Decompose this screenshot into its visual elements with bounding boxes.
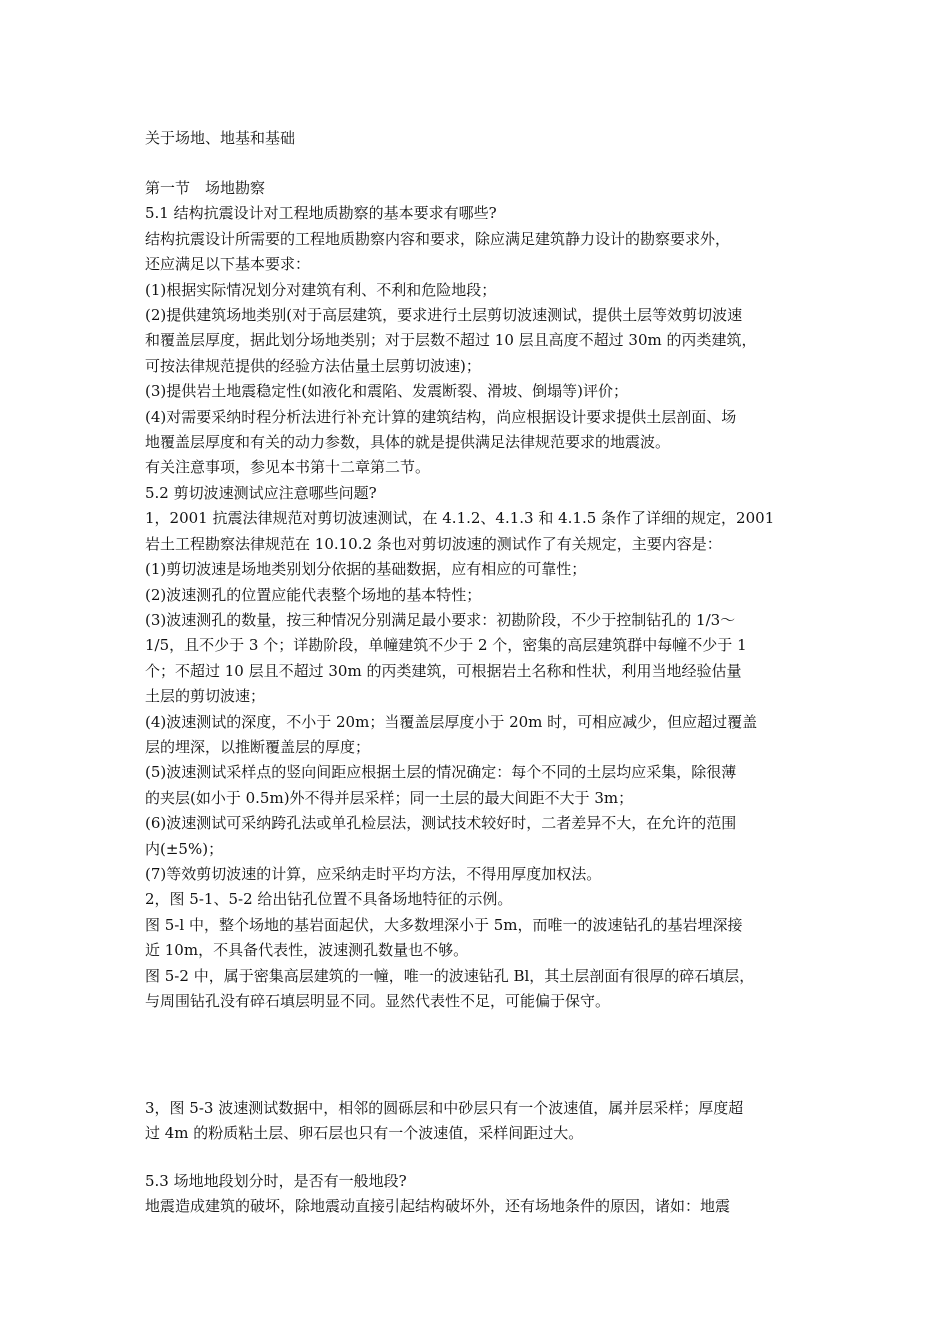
text-line: 可按法律规范提供的经验方法估量土层剪切波速)； xyxy=(145,356,481,375)
text-line: (6)波速测试可采纳跨孔法或单孔检层法，测试技术较好时，二者差异不大，在允许的范围 xyxy=(145,814,737,833)
text-line: 3，图 5-3 波速测试数据中，相邻的圆砾层和中砂层只有一个波速值，属并层采样；厚度超 xyxy=(145,1099,744,1117)
text-line: 1，2001 抗震法律规范对剪切波速测试，在 4.1.2、4.1.3 和 4.1.5 条作了详细的规定，2001 xyxy=(145,509,775,528)
text-line: 和覆盖层厚度，据此划分场地类别；对于层数不超过 10 层且高度不超过 30m 的丙类建筑， xyxy=(145,331,757,350)
text-line: 图 5-2 中，属于密集高层建筑的一幢，唯一的波速钻孔 Bl，其土层剖面有很厚的碎石填层， xyxy=(145,966,755,985)
text-line: (2)提供建筑场地类别(对于高层建筑，要求进行土层剪切波速测试，提供土层等效剪切波速 xyxy=(145,306,743,325)
text-line: 岩土工程勘察法律规范在 10.10.2 条也对剪切波速的测试作了有关规定，主要内容是： xyxy=(145,534,722,553)
document-main-body xyxy=(145,176,815,1014)
text-line: 与周围钻孔没有碎石填层明显不同。显然代表性不足，可能偏于保守。 xyxy=(145,992,611,1010)
section-5-3 xyxy=(145,1169,815,1220)
text-line: 土层的剪切波速； xyxy=(145,687,266,706)
text-line: 层的埋深，以推断覆盖层的厚度； xyxy=(145,737,371,756)
text-line: 5.1 结构抗震设计对工程地质勘察的基本要求有哪些? xyxy=(145,204,497,223)
text-line: (7)等效剪切波速的计算，应采纳走时平均方法，不得用厚度加权法。 xyxy=(145,864,602,883)
paragraph-figure-5-3 xyxy=(145,1096,815,1147)
text-line: (4)对需要采纳时程分析法进行补充计算的建筑结构，尚应根据设计要求提供土层剖面、场 xyxy=(145,407,737,426)
text-line: 5.2 剪切波速测试应注意哪些问题? xyxy=(145,483,377,502)
text-line: (1)剪切波速是场地类别划分依据的基础数据，应有相应的可靠性； xyxy=(145,560,587,579)
text-line: 地覆盖层厚度和有关的动力参数，具体的就是提供满足法律规范要求的地震波。 xyxy=(145,433,671,452)
text-line: 个；不超过 10 层且不超过 30m 的丙类建筑，可根据岩土名称和性状，利用当地经验估量 xyxy=(145,661,742,680)
text-line: 第一节 场地勘察 xyxy=(145,179,266,197)
text-line: 图 5-l 中，整个场地的基岩面起伏，大多数埋深小于 5m，而唯一的波速钻孔的基岩埋深接 xyxy=(145,915,743,934)
text-line: (1)根据实际情况划分对建筑有利、不利和危险地段； xyxy=(145,280,497,299)
text-line: 结构抗震设计所需要的工程地质勘察内容和要求，除应满足建筑静力设计的勘察要求外， xyxy=(145,229,731,248)
text-line: (5)波速测试采样点的竖向间距应根据土层的情况确定：每个不同的土层均应采集，除很薄 xyxy=(145,763,737,782)
text-line: 有关注意事项，参见本书第十二章第二节。 xyxy=(145,458,431,477)
text-line: 过 4m 的粉质粘土层、卵石层也只有一个波速值，采样间距过大。 xyxy=(145,1124,584,1143)
text-line: 2，图 5-1、5-2 给出钻孔位置不具备场地特征的示例。 xyxy=(145,890,513,909)
text-line: (2)波速测孔的位置应能代表整个场地的基本特性； xyxy=(145,585,482,604)
text-line: (4)波速测试的深度，不小于 20m；当覆盖层厚度小于 20m 时，可相应减少，但应超过覆盖 xyxy=(145,712,758,731)
section-heading: 5.3 场地地段划分时，是否有一般地段? xyxy=(145,1172,407,1190)
text-line: (3)提供岩土地震稳定性(如液化和震陷、发震断裂、滑坡、倒塌等)评价； xyxy=(145,382,628,401)
text-line: 还应满足以下基本要求： xyxy=(145,255,311,274)
text-line: 近 10m，不具备代表性，波速测孔数量也不够。 xyxy=(145,941,469,960)
text-line: 内(±5%)； xyxy=(145,839,224,858)
document-title: 关于场地、地基和基础 xyxy=(145,129,296,147)
text-line: 地震造成建筑的破坏，除地震动直接引起结构破坏外，还有场地条件的原因，诸如：地震 xyxy=(145,1197,731,1216)
text-line: (3)波速测孔的数量，按三种情况分别满足最小要求：初勘阶段，不少于控制钻孔的 1/3～ xyxy=(145,610,736,629)
document-title-block xyxy=(145,126,815,151)
text-line: 的夹层(如小于 0.5m)外不得并层采样；同一土层的最大间距不大于 3m； xyxy=(145,788,634,807)
text-line: 1/5，且不少于 3 个；详勘阶段，单幢建筑不少于 2 个，密集的高层建筑群中每幢不少于 1 xyxy=(145,636,747,655)
